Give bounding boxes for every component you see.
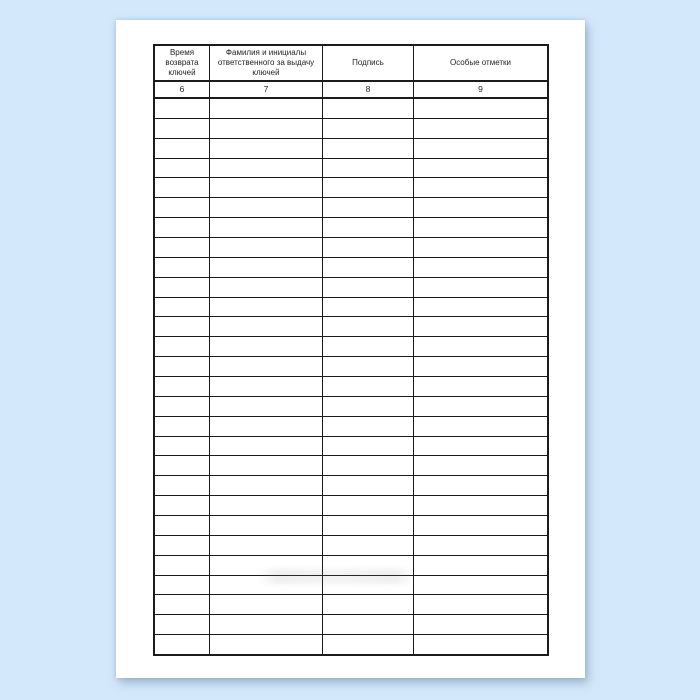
empty-cell-return-time: [155, 337, 210, 356]
empty-cell-special-notes: [414, 476, 547, 495]
column-number-7: 7: [210, 82, 323, 97]
empty-cell-return-time: [155, 278, 210, 297]
empty-cell-signature: [323, 437, 414, 456]
column-number-9: 9: [478, 84, 483, 94]
empty-cell-signature: [323, 218, 414, 237]
empty-cell-responsible-name: [210, 99, 323, 118]
table-empty-row: [155, 139, 547, 159]
column-header-return-time: Время возврата ключей: [155, 46, 210, 80]
empty-cell-signature: [323, 377, 414, 396]
empty-cell-signature: [323, 159, 414, 178]
empty-cell-signature: [323, 615, 414, 634]
empty-cell-responsible-name: [210, 476, 323, 495]
table-empty-row: [155, 377, 547, 397]
empty-cell-responsible-name: [210, 139, 323, 158]
table-header-row: [155, 46, 547, 82]
column-header-special-notes: Особые отметки: [449, 58, 512, 67]
empty-cell-return-time: [155, 397, 210, 416]
empty-cell-signature: [323, 357, 414, 376]
empty-cell-return-time: [155, 298, 210, 317]
empty-cell-special-notes: [414, 595, 547, 614]
table-empty-row: [155, 536, 547, 556]
table-empty-row: [155, 218, 547, 238]
empty-cell-return-time: [155, 595, 210, 614]
empty-cell-return-time: [155, 556, 210, 575]
empty-cell-responsible-name: [210, 417, 323, 436]
empty-cell-special-notes: [414, 337, 547, 356]
table-empty-row: [155, 119, 547, 139]
empty-cell-return-time: [155, 437, 210, 456]
empty-cell-responsible-name: [210, 516, 323, 535]
empty-cell-special-notes: [414, 516, 547, 535]
table-empty-row: [155, 437, 547, 457]
empty-cell-special-notes: [414, 496, 547, 515]
empty-cell-signature: [323, 198, 414, 217]
empty-cell-special-notes: [414, 298, 547, 317]
empty-cell-responsible-name: [210, 576, 323, 595]
table-empty-row: [155, 238, 547, 258]
table-empty-row: [155, 317, 547, 337]
empty-cell-signature: [323, 99, 414, 118]
empty-cell-signature: [323, 119, 414, 138]
empty-cell-return-time: [155, 635, 210, 654]
empty-cell-signature: [323, 238, 414, 257]
empty-cell-responsible-name: [210, 377, 323, 396]
empty-cell-return-time: [155, 119, 210, 138]
empty-cell-return-time: [155, 238, 210, 257]
column-number-6: 6: [155, 82, 210, 97]
empty-cell-signature: [323, 496, 414, 515]
empty-cell-return-time: [155, 476, 210, 495]
empty-cell-special-notes: [414, 218, 547, 237]
table-empty-row: [155, 278, 547, 298]
table-empty-row: [155, 496, 547, 516]
empty-cell-return-time: [155, 178, 210, 197]
table-empty-row: [155, 198, 547, 218]
empty-cell-return-time: [155, 198, 210, 217]
empty-cell-responsible-name: [210, 357, 323, 376]
empty-cell-signature: [323, 178, 414, 197]
empty-cell-return-time: [155, 258, 210, 277]
table-empty-row: [155, 456, 547, 476]
empty-cell-responsible-name: [210, 258, 323, 277]
column-number-8: 8: [323, 82, 414, 97]
empty-cell-return-time: [155, 516, 210, 535]
table-empty-row: [155, 635, 547, 654]
empty-cell-special-notes: [414, 437, 547, 456]
empty-cell-signature: [323, 317, 414, 336]
empty-cell-special-notes: [414, 556, 547, 575]
empty-cell-return-time: [155, 159, 210, 178]
empty-cell-signature: [323, 536, 414, 555]
table-empty-row: [155, 397, 547, 417]
empty-cell-responsible-name: [210, 298, 323, 317]
table-empty-row: [155, 576, 547, 596]
empty-cell-special-notes: [414, 99, 547, 118]
empty-cell-special-notes: [414, 258, 547, 277]
empty-cell-signature: [323, 337, 414, 356]
empty-cell-responsible-name: [210, 119, 323, 138]
column-numbers-row: [155, 82, 547, 99]
key-log-table: [153, 44, 549, 656]
empty-cell-return-time: [155, 99, 210, 118]
empty-cell-special-notes: [414, 397, 547, 416]
empty-cell-return-time: [155, 377, 210, 396]
empty-cell-return-time: [155, 357, 210, 376]
empty-cell-signature: [323, 278, 414, 297]
table-empty-row: [155, 417, 547, 437]
empty-cell-responsible-name: [210, 218, 323, 237]
empty-cell-return-time: [155, 456, 210, 475]
empty-cell-special-notes: [414, 456, 547, 475]
empty-cell-return-time: [155, 496, 210, 515]
empty-cell-special-notes: [414, 139, 547, 158]
empty-cell-responsible-name: [210, 159, 323, 178]
empty-cell-return-time: [155, 615, 210, 634]
empty-cell-responsible-name: [210, 536, 323, 555]
empty-cell-return-time: [155, 218, 210, 237]
empty-cell-special-notes: [414, 119, 547, 138]
column-header-responsible-name: Фамилия и инициалы ответственного за выдачу ключей: [210, 46, 323, 80]
empty-cell-special-notes: [414, 317, 547, 336]
empty-cell-responsible-name: [210, 437, 323, 456]
table-empty-row: [155, 595, 547, 615]
document-page: [116, 20, 585, 678]
empty-cell-responsible-name: [210, 337, 323, 356]
empty-cell-special-notes: [414, 615, 547, 634]
empty-cell-special-notes: [414, 178, 547, 197]
table-empty-rows: [155, 99, 547, 654]
empty-cell-signature: [323, 397, 414, 416]
empty-cell-responsible-name: [210, 635, 323, 654]
empty-cell-signature: [323, 476, 414, 495]
empty-cell-special-notes: [414, 198, 547, 217]
empty-cell-special-notes: [414, 278, 547, 297]
table-empty-row: [155, 516, 547, 536]
empty-cell-special-notes: [414, 357, 547, 376]
empty-cell-signature: [323, 298, 414, 317]
table-empty-row: [155, 556, 547, 576]
table-empty-row: [155, 258, 547, 278]
empty-cell-responsible-name: [210, 595, 323, 614]
empty-cell-responsible-name: [210, 456, 323, 475]
empty-cell-special-notes: [414, 377, 547, 396]
empty-cell-return-time: [155, 417, 210, 436]
empty-cell-signature: [323, 417, 414, 436]
empty-cell-responsible-name: [210, 397, 323, 416]
empty-cell-signature: [323, 635, 414, 654]
table-empty-row: [155, 337, 547, 357]
empty-cell-responsible-name: [210, 496, 323, 515]
empty-cell-responsible-name: [210, 238, 323, 257]
empty-cell-special-notes: [414, 635, 547, 654]
table-empty-row: [155, 615, 547, 635]
empty-cell-special-notes: [414, 417, 547, 436]
empty-cell-return-time: [155, 317, 210, 336]
table-empty-row: [155, 357, 547, 377]
table-empty-row: [155, 298, 547, 318]
table-empty-row: [155, 99, 547, 119]
empty-cell-responsible-name: [210, 278, 323, 297]
column-header-signature: Подпись: [323, 46, 414, 80]
empty-cell-signature: [323, 456, 414, 475]
empty-cell-signature: [323, 258, 414, 277]
empty-cell-responsible-name: [210, 615, 323, 634]
empty-cell-signature: [323, 595, 414, 614]
empty-cell-signature: [323, 556, 414, 575]
table-empty-row: [155, 159, 547, 179]
empty-cell-special-notes: [414, 238, 547, 257]
empty-cell-special-notes: [414, 159, 547, 178]
table-empty-row: [155, 476, 547, 496]
table-empty-row: [155, 178, 547, 198]
empty-cell-responsible-name: [210, 198, 323, 217]
empty-cell-signature: [323, 139, 414, 158]
empty-cell-return-time: [155, 536, 210, 555]
empty-cell-responsible-name: [210, 178, 323, 197]
empty-cell-signature: [323, 516, 414, 535]
empty-cell-return-time: [155, 139, 210, 158]
empty-cell-special-notes: [414, 536, 547, 555]
empty-cell-signature: [323, 576, 414, 595]
empty-cell-special-notes: [414, 576, 547, 595]
empty-cell-return-time: [155, 576, 210, 595]
empty-cell-responsible-name: [210, 556, 323, 575]
empty-cell-responsible-name: [210, 317, 323, 336]
